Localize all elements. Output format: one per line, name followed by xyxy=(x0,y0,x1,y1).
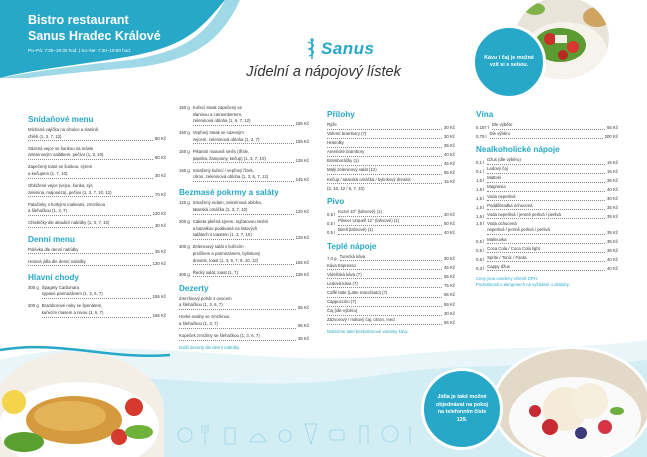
logo-text: Sanus xyxy=(321,39,375,58)
menu-item: 0,1 l Džus (dle výběru) 15 Kč xyxy=(476,157,618,165)
ice-cream-photo xyxy=(492,346,647,457)
restaurant-name-line2: Sanus Hradec Králové xyxy=(28,29,161,43)
menu-item: Polévka dle denní nabídky 35 Kč xyxy=(28,246,166,255)
menu-item: Ledová káva (7) 75 Kč xyxy=(327,280,455,289)
menu-item: Míchaná vajíčka na cibulce a slanině, xyxy=(28,127,100,132)
menu-item: Rýže 30 Kč xyxy=(327,122,455,130)
menu-item: Zapečený toast se šunkou, sýrem xyxy=(28,164,93,170)
section-title-daily: Denní menu xyxy=(28,234,75,244)
menu-item: 0,187 l Dle výběru 55 Kč xyxy=(476,122,618,130)
menu-item: 150 g Kuřecí steak zapečený se xyxy=(179,105,242,110)
page-title: Jídelní a nápojový lístek xyxy=(246,64,401,80)
opening-hours: Po–Pá: 7:30–19:30 hod. | So–Ne: 7:30–19:00 hod. xyxy=(28,48,132,53)
menu-item: (3, 10, 12 / 6, 7, 10) xyxy=(327,185,365,191)
menu-item: Vařené brambory (7) 30 Kč xyxy=(327,131,455,139)
menu-item: Caffé latte (Latte macchiato) (7) 65 Kč xyxy=(327,289,455,298)
menu-item: 0,5 l Coca Cola / Coca Cola light 35 Kč xyxy=(476,245,618,254)
menu-item: 0,5 l Pilsner Urquell 12° (lahvové) (1) 50 Kč xyxy=(327,218,455,226)
menu-item: Hotová jídla dle denní nabídky 130 Kč xyxy=(28,258,166,267)
menu-item: 1,5 l Magnesia 40 Kč xyxy=(476,184,618,192)
menu-item: 300 g Špagety Carbonara xyxy=(28,284,80,290)
room-service-bubble: Jídla je také možné objednávat na pokoj na telefonním čísle 129. xyxy=(421,368,503,450)
menu-item: kuřecím masem a nivou (1, 6, 7) 165 Kč xyxy=(41,310,166,318)
section-title-wine: Vína xyxy=(476,110,494,119)
menu-item: a kečupem (1, 7, 10) 30 Kč xyxy=(28,170,166,179)
menu-item: zeleninovým salátkem, pečivo (1, 3, 10) 80 Kč xyxy=(28,152,166,160)
menu-item: 1,5 l Mattoni 35 Kč xyxy=(476,175,618,183)
menu-item: Horké maliny se zmrzlinou xyxy=(179,314,230,320)
menu-item: Zázvorový / mátový čaj, citron, med 55 Kč xyxy=(327,317,455,325)
menu-item: Palačinky s horkými malinami, zmrzlinou xyxy=(28,201,106,207)
menu-item: Americké brambory 40 Kč xyxy=(327,149,455,157)
menu-column-4 xyxy=(476,105,618,288)
section-title-breakfast: Snídaňové menu xyxy=(28,115,94,124)
menu-item: Sázená vejce se šunkou na másle xyxy=(28,145,94,151)
menu-item: slaninou a camembertem, xyxy=(192,111,243,117)
menu-item: 1,5 l Voda neperlivá 30 Kč xyxy=(476,193,618,202)
menu-item: 150 g Vepřový steak se sázeným xyxy=(179,130,244,136)
menu-item: 1,5 l Voda neperlivá / jemně perlivá / perlivá 35 Kč xyxy=(476,211,618,220)
menu-item: 0,1 l Ledový čaj 15 Kč xyxy=(476,166,618,174)
takeaway-bubble: Kávu i čaj je možné vzít si s sebou. xyxy=(472,25,546,99)
menu-item: 300 g Řecký salát, toast (1, 7) 135 Kč xyxy=(179,269,309,278)
menu-item: 0,5 l Birell (lahvové) (1) 40 Kč xyxy=(327,227,455,235)
menu-item: tatarská omáčka (1, 3, 7, 10) 120 Kč xyxy=(192,206,309,215)
menu-item: a šlehačkou (1, 3, 6, 7) 85 Kč xyxy=(179,302,309,310)
menu-item: a šlehačkou (1, 3, 7) 120 Kč xyxy=(28,208,166,216)
menu-item: 150 g Smažený kuřecí / vepřový řízek, xyxy=(179,167,254,173)
menu-item: prsíčkem a parmezánem, bylinkový xyxy=(192,250,261,256)
menu-column-1 xyxy=(28,110,166,319)
menu-item: 1,5 l Podděbradka ochucená 35 Kč xyxy=(476,202,618,211)
menu-item: 1,5 l Voda ochucená xyxy=(476,220,517,226)
caduceus-icon xyxy=(305,38,319,60)
menu-item: vejcem, zeleninová obloha (1, 3, 7) 155 Kč xyxy=(192,136,309,145)
menu-item: neperlivá / jemně perlivá / perlivá 35 Kč xyxy=(487,227,618,235)
menu-item: zeleninová obloha (1, 6, 7, 12) 155 Kč xyxy=(192,118,309,126)
menu-item: Kečup / tatarská omáčka / bylinkový dresink 15 Kč xyxy=(327,176,455,185)
menu-item: sypané parmazánem (1, 3, 6, 7) 155 Kč xyxy=(41,291,166,299)
section-title-desserts: Dezerty xyxy=(179,283,209,293)
menu-item: Vídeňská káva (7) 55 Kč xyxy=(327,271,455,280)
allergen-note: Podrobnosti o alergenech na vyžádání u obsluhy. xyxy=(476,281,570,287)
menu-column-3 xyxy=(327,105,455,335)
menu-item: citron, zeleninová obloha (1, 3, 6, 7, 12) 145 Kč xyxy=(192,174,309,182)
menu-item: zelenina, majonéza), pečivo (1, 3, 7, 10, 12) 70 Kč xyxy=(28,189,166,198)
menu-item: Káva Espresso 45 Kč xyxy=(327,262,455,271)
menu-column-2 xyxy=(179,105,309,351)
menu-item: 0,3 l Cappy džus 40 Kč xyxy=(476,263,618,272)
menu-item: Kopeček zmrzliny se šlehačkou (1, 3, 6, 7) 35 Kč xyxy=(179,333,309,341)
section-title-meatless: Bezmasé pokrmy a saláty xyxy=(179,188,279,198)
section-title-beer: Pivo xyxy=(327,197,345,207)
coffee-note: Nabízíme také bezkofeinové varianty kávy. xyxy=(327,329,409,335)
menu-item: 150 g Pikantní masová směs (třísle, xyxy=(179,148,250,154)
menu-item: Hranolky 35 Kč xyxy=(327,140,455,148)
menu-item: Malý zeleninový salát (12) 65 Kč xyxy=(327,167,455,175)
restaurant-header xyxy=(28,12,161,53)
menu-item: 200 g Caketa plněná sýrem, rajčatovou směsí xyxy=(179,219,269,225)
menu-item: 200 g Bramborové noky se špenátem, xyxy=(28,303,103,309)
menu-item: Bramboráčky (1) 45 Kč xyxy=(327,158,455,166)
section-title-sides: Přílohy xyxy=(327,110,355,119)
menu-item: 0,5 l Kozel 10° (lahvové) (1) 40 Kč xyxy=(327,209,455,217)
menu-item: Obložené vejce (vejce, šunka, sýr, xyxy=(28,183,94,189)
menu-item: 300 g Zeleninový salát s kuřecím xyxy=(179,244,244,250)
section-title-hot-drinks: Teplé nápoje xyxy=(327,241,377,251)
menu-item: Cappuccino (7) 59 Kč xyxy=(327,299,455,307)
menu-item: 7,0 g Turecká káva 30 Kč xyxy=(327,253,455,262)
menu-item: Čaj (dle výběru) 30 Kč xyxy=(327,308,455,316)
menu-item: chléb (1, 3, 7, 12) 80 Kč xyxy=(28,133,166,142)
sanus-logo xyxy=(305,38,375,60)
section-title-main: Hlavní chody xyxy=(28,272,79,282)
restaurant-name-line1: Bistro restaurant xyxy=(28,13,129,27)
menu-item: salátech s toastem (1, 3, 7, 10) 125 Kč xyxy=(192,232,309,240)
menu-item: a bazalkou podávaná na listových xyxy=(192,225,258,231)
section-title-soft-drinks: Nealkoholické nápoje xyxy=(476,145,560,155)
decorative-food-icons xyxy=(170,410,420,455)
menu-item: 0,5 l Sprite / Tonic / Fanta 40 Kč xyxy=(476,254,618,263)
menu-item: 0,75 l Dle výběru 200 Kč xyxy=(476,131,618,139)
vat-note: Ceny jsou uvedeny včetně DPH. xyxy=(476,275,538,281)
menu-item: 0,5 l Malinovka 35 Kč xyxy=(476,236,618,245)
desserts-note: Další dezerty dle denní nabídky. xyxy=(179,345,241,351)
menu-item: 120 g Smažený eidam, zeleninová obloha, xyxy=(179,200,262,206)
menu-item: a šlehačkou (1, 3, 7) 95 Kč xyxy=(179,320,309,329)
menu-item: Chlebíčky dle aktuální nabídky (1, 3, 7, 10) 30 Kč xyxy=(28,220,166,228)
menu-item: paprika, žampiony, kečup) (1, 3, 7, 10) 125 Kč xyxy=(192,155,309,164)
menu-item: Zmrzlinový pohár s ovocem xyxy=(179,295,232,301)
menu-item: dresink, toast (1, 3, 6, 7, 9, 10, 12) 165 Kč xyxy=(192,257,309,265)
